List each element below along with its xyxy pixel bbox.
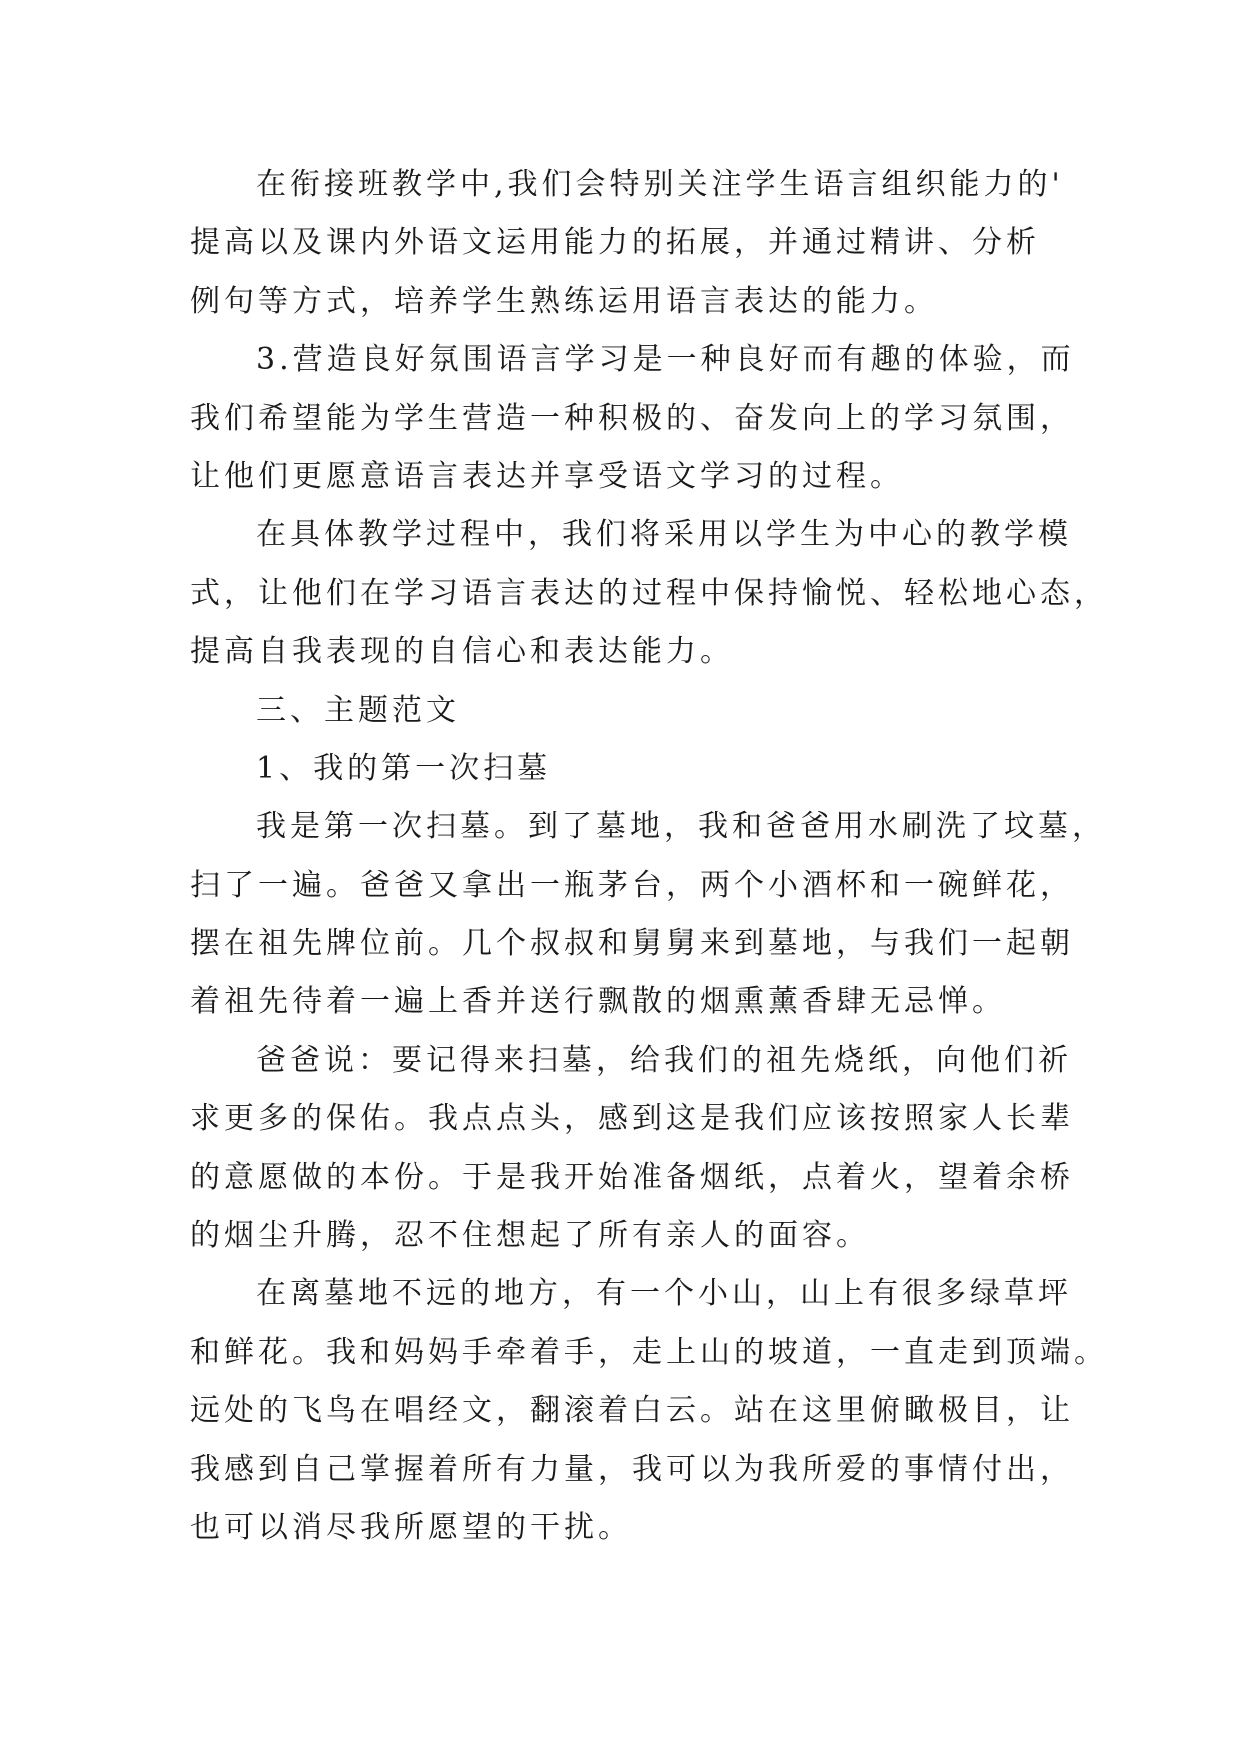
paragraph-line: 提高以及课内外语文运用能力的拓展，并通过精讲、分析 [190,225,1040,261]
paragraph-line: 3.营造良好氛围语言学习是一种良好而有趣的体验，而 [256,342,1075,378]
paragraph-line: 和鲜花。我和妈妈手牵着手，走上山的坡道，一直走到顶端。 [190,1334,1108,1370]
paragraph-line: 让他们更愿意语言表达并享受语文学习的过程。 [190,458,904,494]
paragraph-line: 求更多的保佑。我点点头，感到这是我们应该按照家人长辈 [190,1101,1074,1137]
paragraph-line: 在具体教学过程中，我们将采用以学生为中心的教学模 [256,517,1072,553]
paragraph-line: 我是第一次扫墓。到了墓地，我和爸爸用水刷洗了坟墓， [256,809,1106,845]
paragraph-line: 的意愿做的本份。于是我开始准备烟纸，点着火，望着余桥 [190,1159,1074,1195]
essay-title: 1、我的第一次扫墓 [256,750,552,786]
paragraph-line: 在衔接班教学中,我们会特别关注学生语言组织能力的' [256,167,1064,202]
paragraph-line: 例句等方式，培养学生熟练运用语言表达的能力。 [190,283,938,319]
paragraph-line: 在离墓地不远的地方，有一个小山，山上有很多绿草坪 [256,1276,1072,1312]
paragraph-line: 爸爸说：要记得来扫墓，给我们的祖先烧纸，向他们祈 [256,1042,1072,1078]
paragraph-line: 我们希望能为学生营造一种积极的、奋发向上的学习氛围， [190,400,1074,436]
paragraph-line: 着祖先待着一遍上香并送行飘散的烟熏薰香肆无忌惮。 [190,984,1006,1020]
paragraph-line: 扫了一遍。爸爸又拿出一瓶茅台，两个小酒杯和一碗鲜花， [190,867,1074,903]
paragraph-line: 远处的飞鸟在唱经文，翻滚着白云。站在这里俯瞰极目，让 [190,1393,1074,1429]
section-heading: 三、主题范文 [256,692,460,728]
paragraph-line: 摆在祖先牌位前。几个叔叔和舅舅来到墓地，与我们一起朝 [190,926,1074,962]
document-body [190,156,1108,1557]
paragraph-line: 的烟尘升腾，忍不住想起了所有亲人的面容。 [190,1218,870,1254]
paragraph-line: 我感到自己掌握着所有力量，我可以为我所爱的事情付出， [190,1451,1074,1487]
paragraph-line: 提高自我表现的自信心和表达能力。 [190,634,734,670]
paragraph-line: 式，让他们在学习语言表达的过程中保持愉悦、轻松地心态， [190,575,1108,611]
paragraph-line: 也可以消尽我所愿望的干扰。 [190,1509,632,1545]
